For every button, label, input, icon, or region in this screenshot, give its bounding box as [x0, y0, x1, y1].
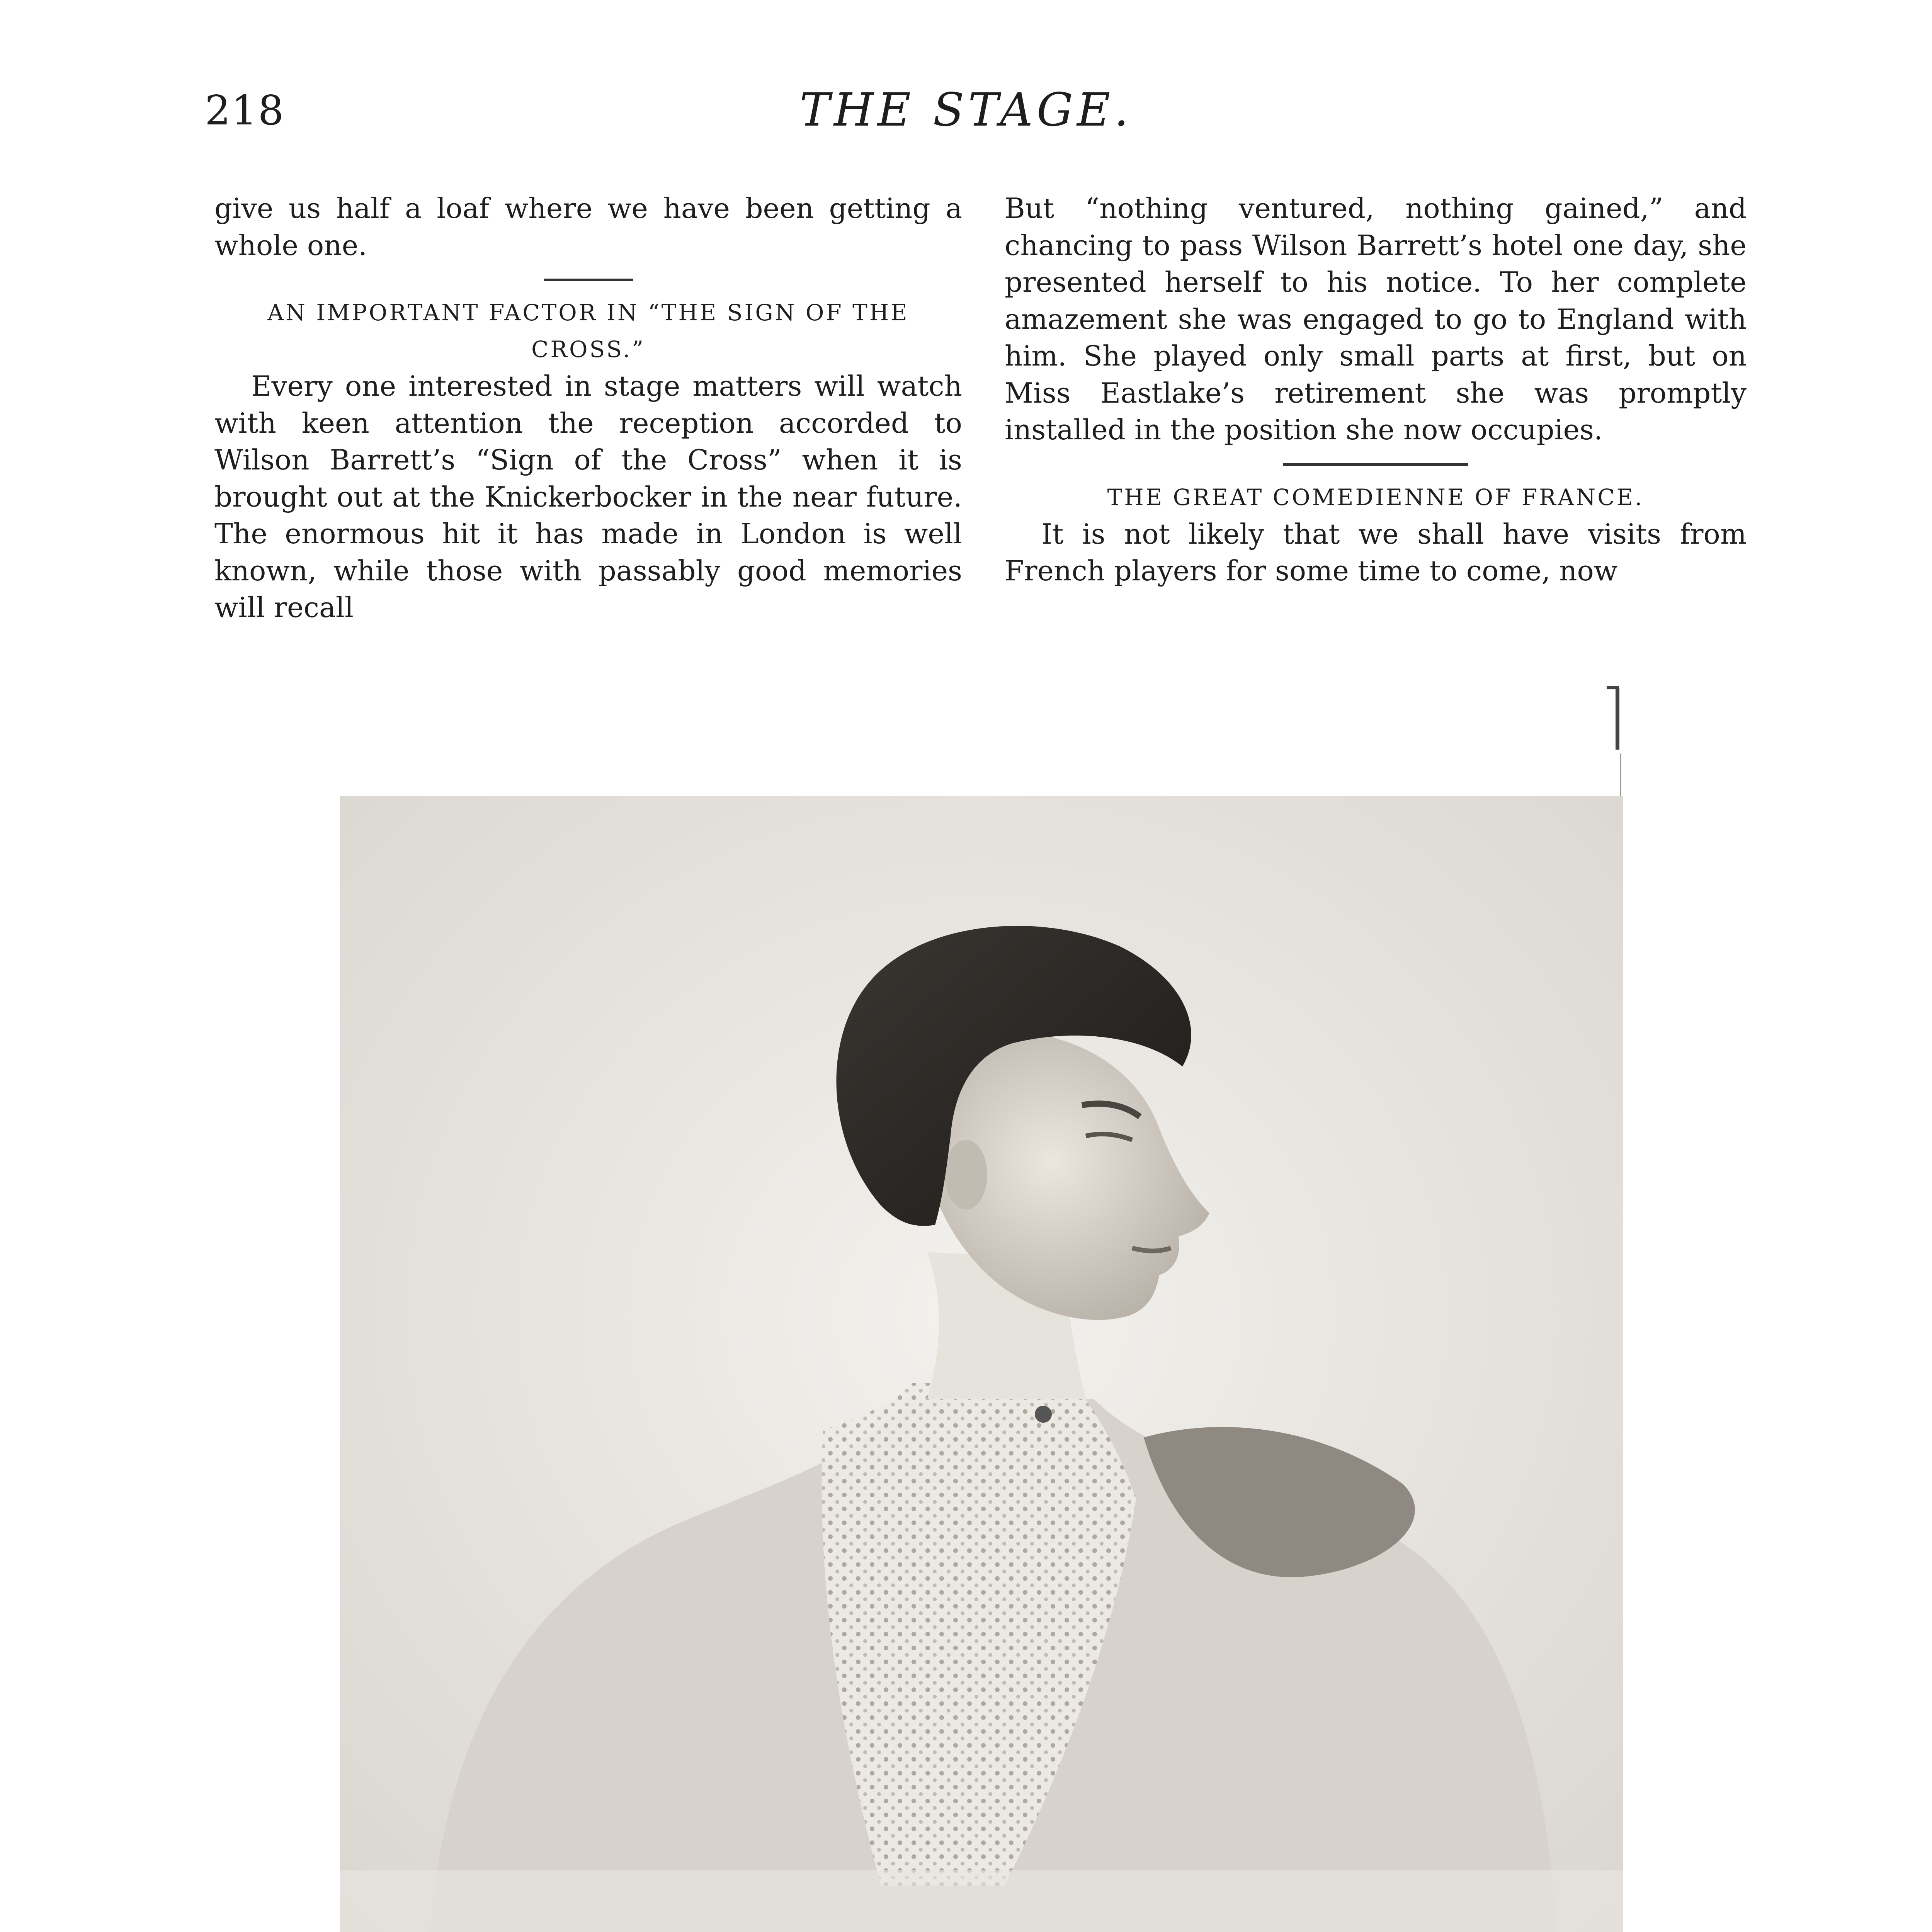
section-divider: [1283, 463, 1468, 466]
page-number: 218: [205, 87, 285, 134]
paragraph: give us half a loaf where we have been getting a whole one.: [214, 192, 962, 262]
paragraph: Every one interested in stage matters will watch with keen attention the reception accorded to Wilson Barrett’s “Sign of the Cross” when it is brought out at the Knickerbocker in the near future. The enormous hit it has made in London is well known, while those with passably good memories will recall: [214, 370, 962, 624]
section-heading: AN IMPORTANT FACTOR IN “THE SIGN OF THE CROSS.”: [267, 299, 909, 362]
section-heading: THE GREAT COMEDIENNE OF FRANCE.: [1107, 484, 1644, 510]
section-divider: [544, 279, 633, 281]
running-title: THE STAGE.: [799, 83, 1133, 136]
paragraph: But “nothing ventured, nothing gained,” and chancing to pass Wilson Barrett’s hotel one day, she presented herself to his notice. To her complete amazement she was engaged to go to England with him. She played only small parts at first, but on Miss Eastlake’s retirement she was promptly installed in the position she now occupies.: [1005, 192, 1747, 446]
paragraph: It is not likely that we shall have visits from French players for some time to come, now: [1005, 517, 1747, 587]
portrait-photograph: [340, 796, 1623, 1932]
column-right-top: [1005, 190, 1747, 590]
column-left-top: [214, 190, 962, 626]
plate-corner-mark: [1604, 684, 1627, 813]
